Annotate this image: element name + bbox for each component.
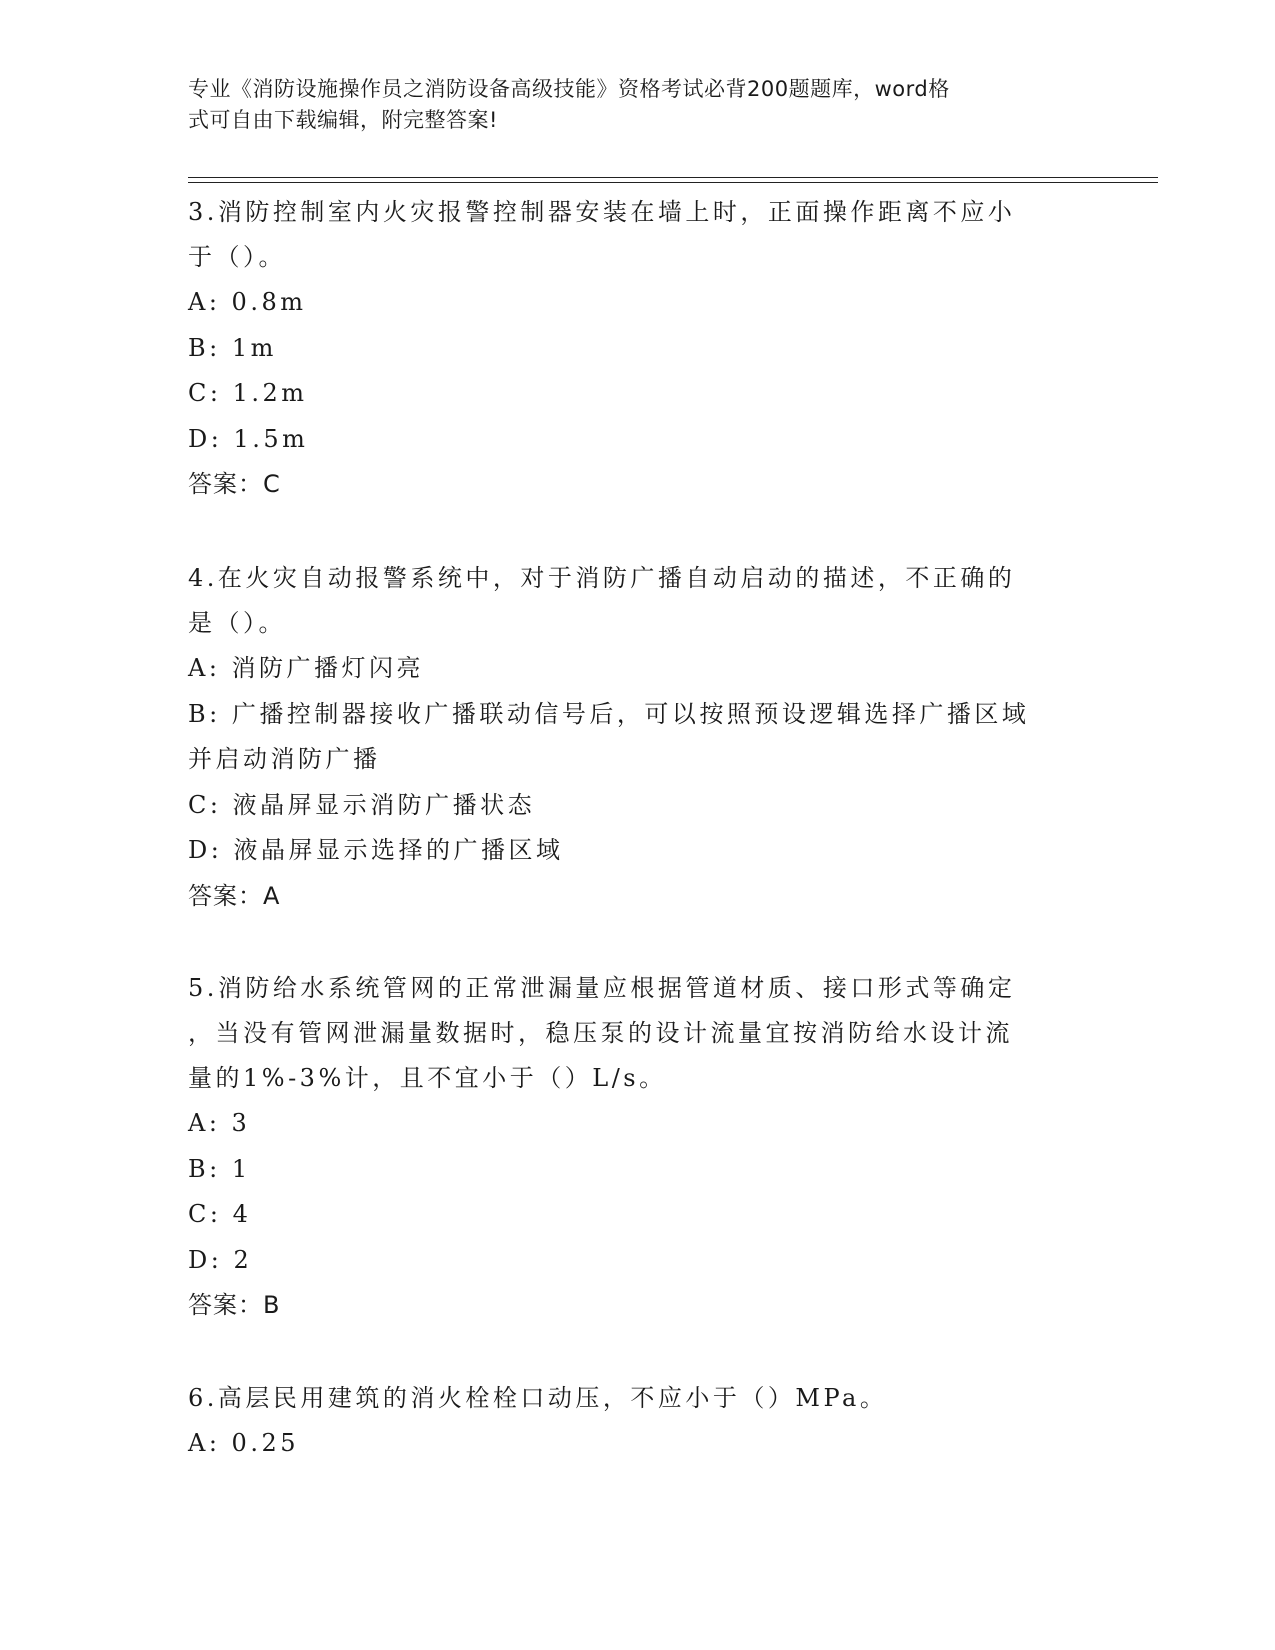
question-stem-line: 4.在火灾自动报警系统中，对于消防广播自动启动的描述，不正确的 (188, 564, 1016, 592)
question-stem-line: 5.消防给水系统管网的正常泄漏量应根据管道材质、接口形式等确定 (188, 974, 1016, 1002)
option-b-continued: 并启动消防广播 (188, 745, 381, 773)
header-line-2: 式可自由下载编辑，附完整答案! (188, 108, 498, 132)
question-stem-line: 是（）。 (188, 609, 286, 637)
question-stem-line: 3.消防控制室内火灾报警控制器安装在墙上时，正面操作距离不应小 (188, 198, 1016, 226)
question-stem-line: 量的1%-3%计，且不宜小于（）L/s。 (188, 1064, 667, 1092)
option-a: A: 3 (188, 1109, 251, 1137)
question-4 (188, 556, 1078, 919)
option-d: D: 2 (188, 1245, 253, 1274)
answer-line: 答案：C (188, 470, 281, 498)
option-a: A: 0.8m (188, 288, 307, 316)
answer-line: 答案：B (188, 1291, 281, 1319)
option-b: B: 1 (188, 1154, 251, 1183)
option-a: A: 0.25 (188, 1429, 299, 1457)
option-c: C: 1.2m (188, 379, 308, 407)
option-b: B: 1m (188, 333, 277, 362)
question-5 (188, 966, 1078, 1328)
option-c: C: 液晶屏显示消防广播状态 (188, 790, 536, 819)
answer-line: 答案：A (188, 881, 281, 910)
option-d: D: 液晶屏显示选择的广播区域 (188, 836, 564, 864)
option-d: D: 1.5m (188, 424, 309, 453)
option-a: A: 消防广播灯闪亮 (188, 654, 425, 682)
option-b: B: 广播控制器接收广播联动信号后，可以按照预设逻辑选择广播区域 (188, 699, 1030, 728)
question-stem-line: 6.高层民用建筑的消火栓栓口动压，不应小于（）MPa。 (188, 1384, 888, 1412)
header-line-1: 专业《消防设施操作员之消防设备高级技能》资格考试必背200题题库，word格 (188, 77, 950, 101)
header-divider-bottom (188, 182, 1158, 183)
question-stem-line: 于（）。 (188, 243, 286, 271)
question-3 (188, 190, 1078, 507)
header-divider-top (188, 177, 1158, 178)
question-6 (188, 1376, 1078, 1467)
question-stem-line: ，当没有管网泄漏量数据时，稳压泵的设计流量宜按消防给水设计流 (188, 1019, 1013, 1047)
document-header (188, 74, 1068, 136)
option-c: C: 4 (188, 1200, 252, 1228)
